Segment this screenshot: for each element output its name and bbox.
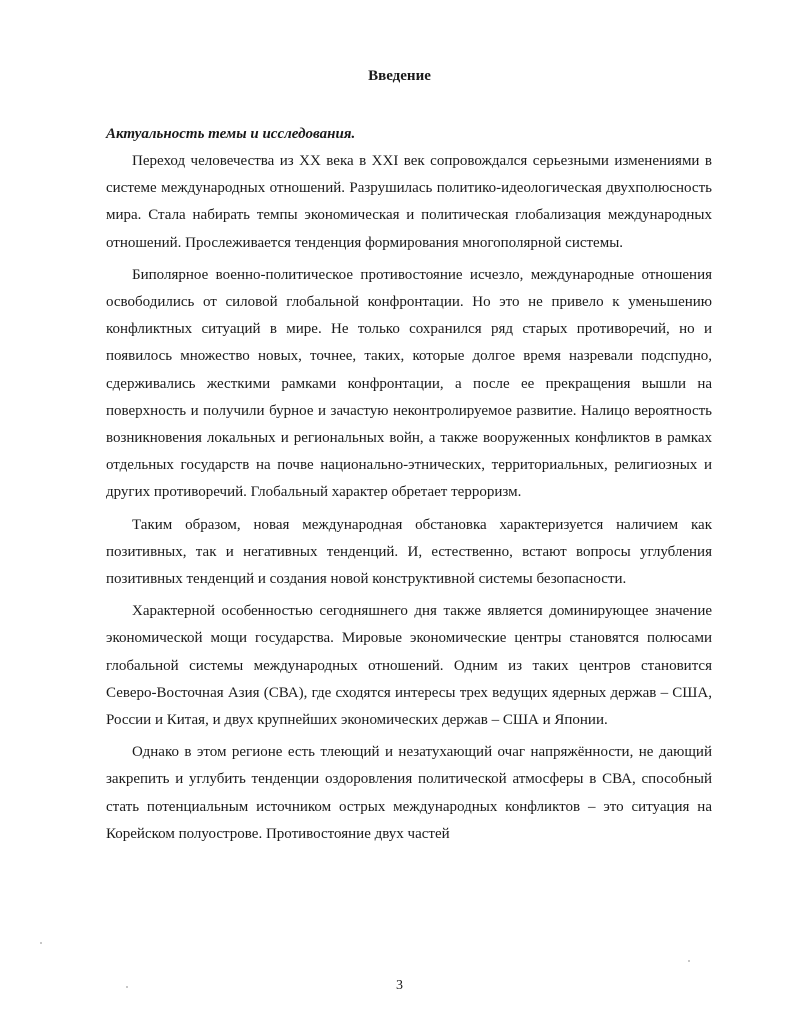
section-subtitle: Актуальность темы и исследования. xyxy=(106,126,356,142)
page-title: Введение xyxy=(368,68,431,84)
paragraph-3: Таким образом, новая международная обстановка характеризуется наличием как позитивных, так и негативных тенденций. И, естественно, встают вопросы углубления позитивных тенденций и создания новой конструктивной системы безопасности. xyxy=(106,516,712,588)
page-number: 3 xyxy=(396,978,403,993)
paragraph-2: Биполярное военно-политическое противостояние исчезло, международные отношения освободились от силовой глобальной конфронтации. Но это не привело к уменьшению конфликтных ситуаций в мире. Не только сохранился ряд старых противоречий, но и появилось множество новых, точнее, таких, которые долгое время назревали подспудно, сдерживались жесткими рамками конфронтации, а после ее прекращения вышли на поверхность и получили бурное и зачастую неконтролируемое развитие. Налицо вероятность возникновения локальных и региональных войн, а также вооруженных конфликтов в рамках отдельных государств на почве национально-этнических, территориальных, религиозных и других противоречий. Глобальный характер обретает терроризм. xyxy=(106,266,712,501)
paragraph-1: Переход человечества из XX века в XXI век сопровождался серьезными изменениями в системе международных отношений. Разрушилась политико-идеологическая двухполюсность мира. Стала набирать темпы экономическая и политическая глобализация международных отношений. Прослеживается тенденция формирования многополярной системы. xyxy=(106,153,712,251)
body-text xyxy=(106,148,712,848)
paragraph-4: Характерной особенностью сегодняшнего дня также является доминирующее значение экономической мощи государства. Мировые экономические центры становятся полюсами глобальной системы международных отношений. Одним из таких центров становится Северо-Восточная Азия (СВА), где сходятся интересы трех ведущих ядерных держав – США, России и Китая, и двух крупнейших экономических держав – США и Японии. xyxy=(106,603,712,729)
scan-speck xyxy=(40,942,42,944)
paragraph-5: Однако в этом регионе есть тлеющий и незатухающий очаг напряжённости, не дающий закрепить и углубить тенденции оздоровления политической атмосферы в СВА, способный стать потенциальным источником острых международных конфликтов – это ситуация на Корейском полуострове. Противостояние двух частей xyxy=(106,744,712,842)
scan-speck xyxy=(126,986,128,988)
scan-speck xyxy=(688,960,690,962)
